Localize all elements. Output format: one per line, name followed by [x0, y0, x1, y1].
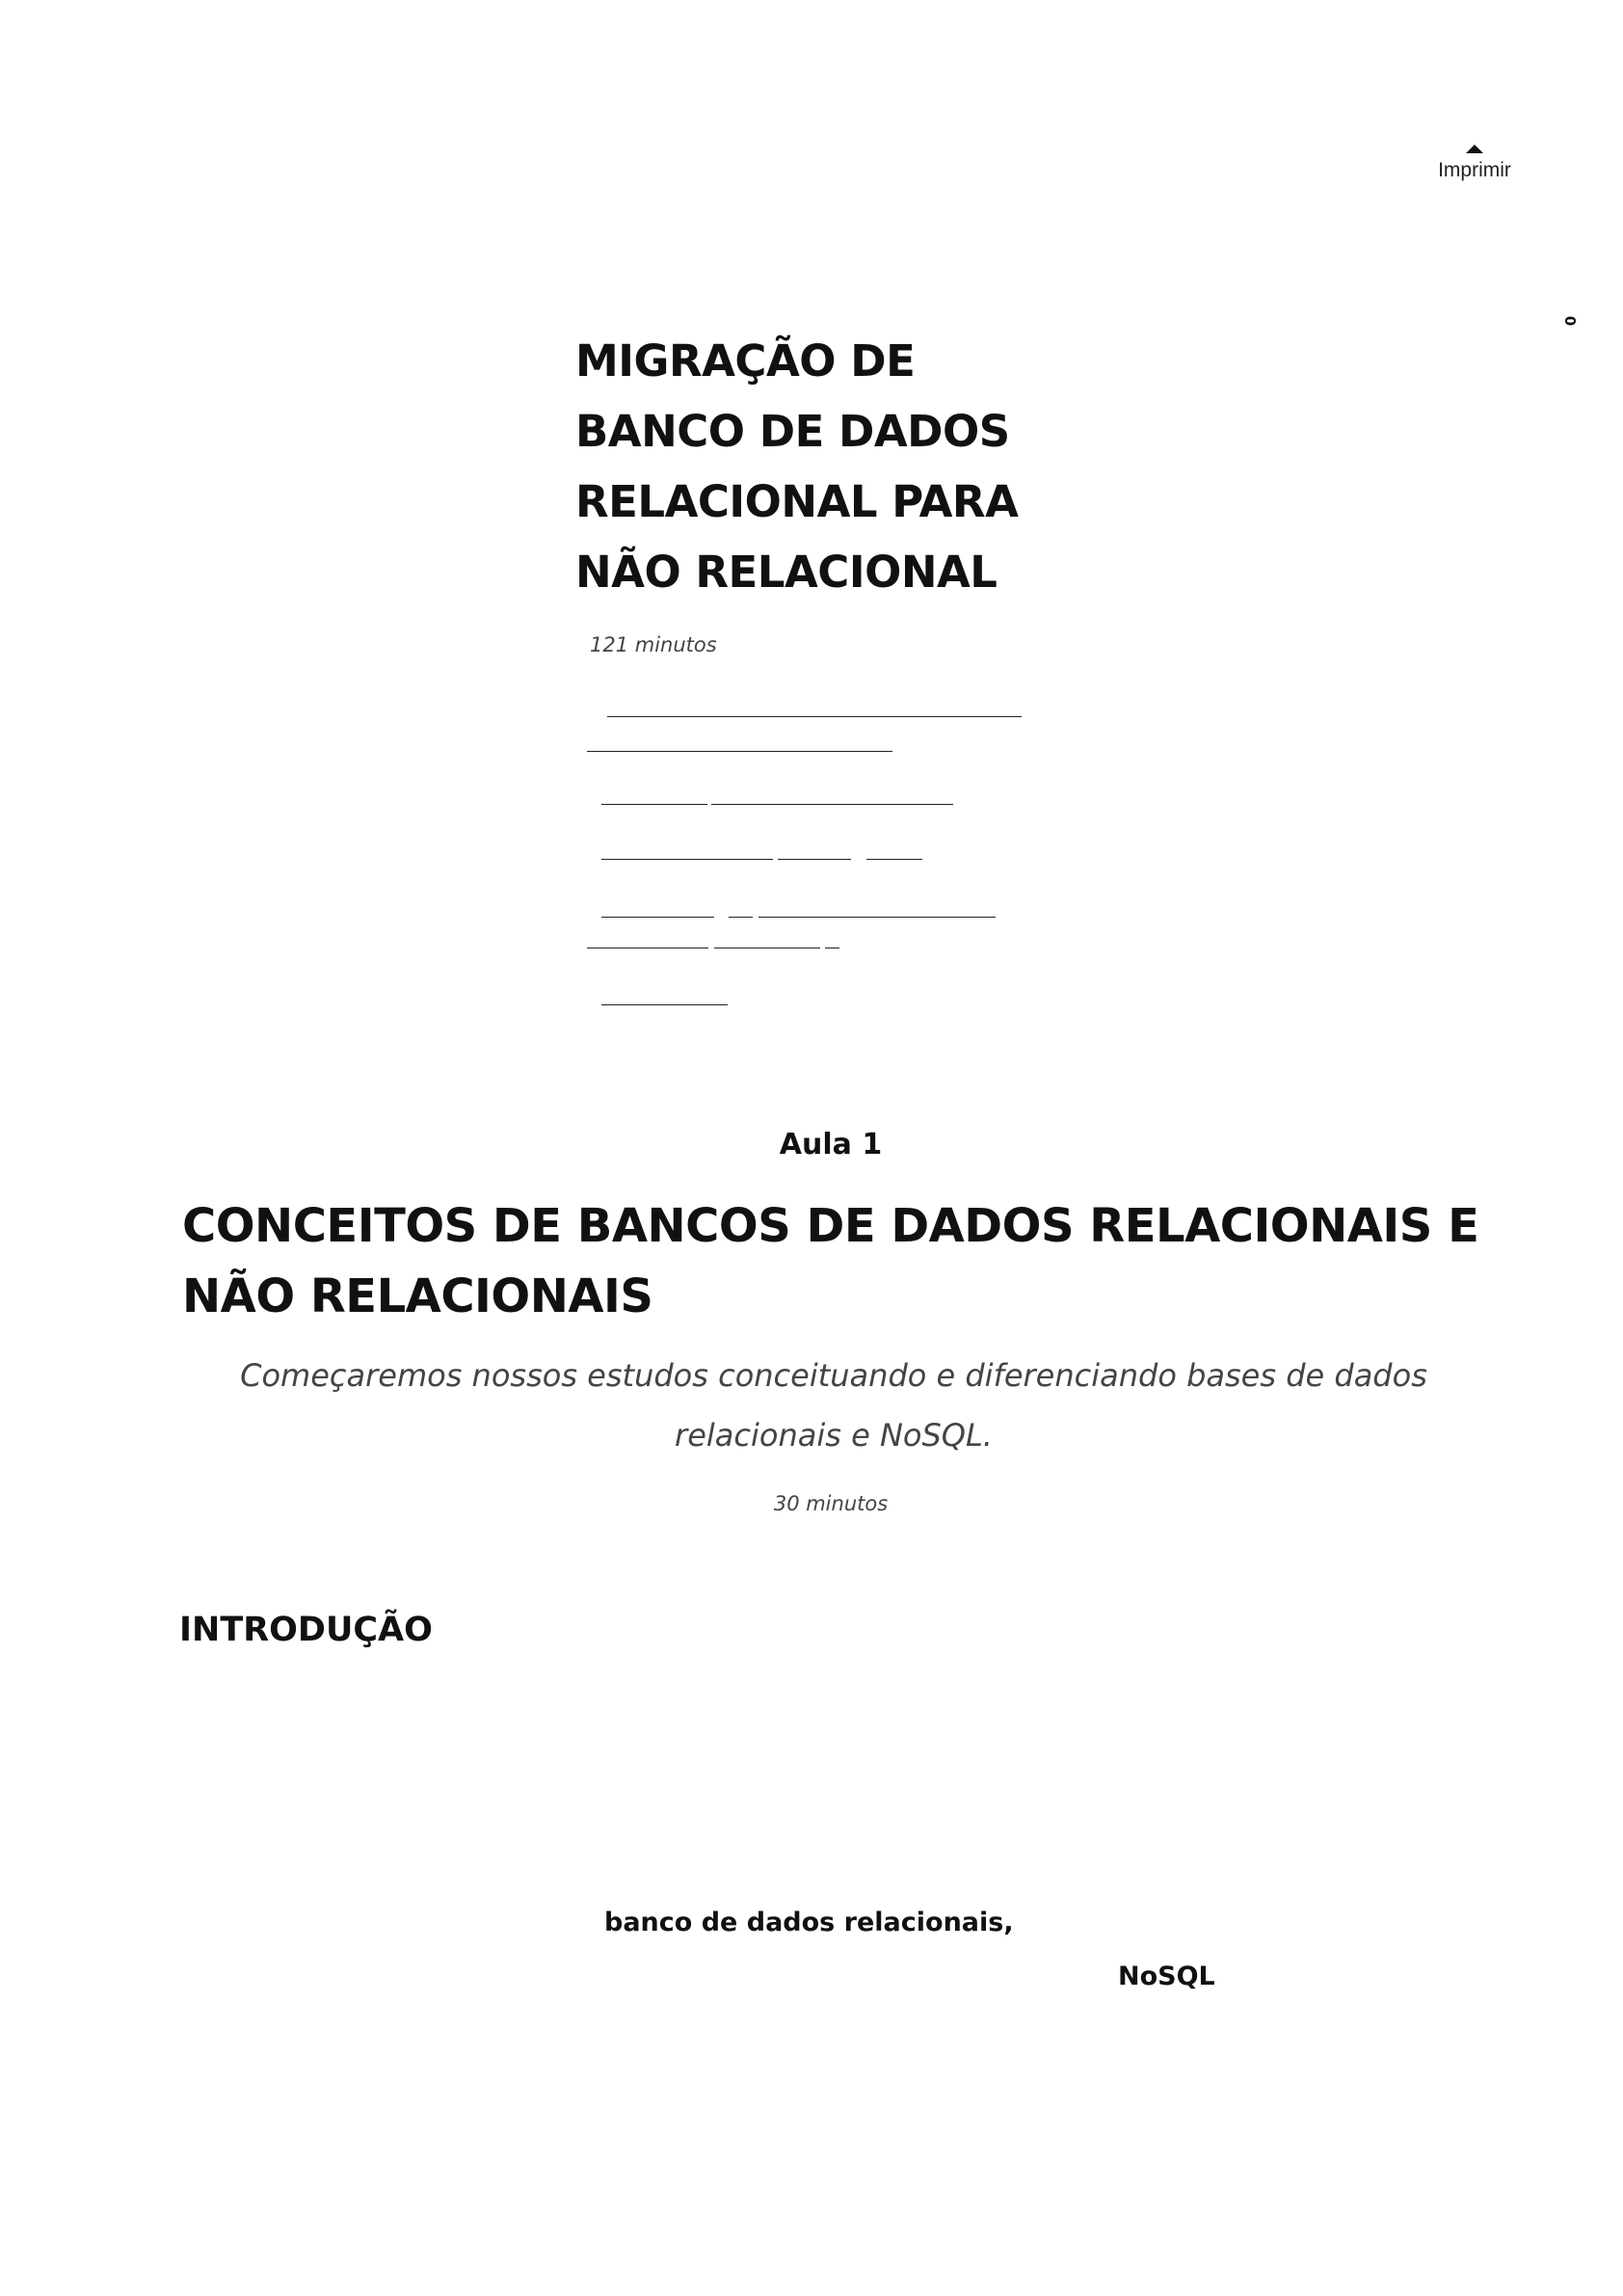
course-duration: 121 minutos: [590, 633, 717, 656]
toc-link[interactable]: [601, 1004, 728, 1005]
lesson-duration: 30 minutos: [773, 1492, 889, 1515]
intro-heading: INTRODUÇÃO: [179, 1611, 433, 1649]
lesson-title: CONCEITOS DE BANCOS DE DADOS RELACIONAIS E NÃO RELACIONAIS: [182, 1199, 1479, 1323]
toc-link[interactable]: [601, 804, 707, 805]
toc-link[interactable]: [587, 751, 892, 752]
toc-link[interactable]: [711, 804, 953, 805]
toc-link[interactable]: [729, 917, 753, 918]
toc-link[interactable]: [601, 859, 773, 860]
lesson-subtitle: Começaremos nossos estudos conceituando e diferenciando bases de dados relacionais e NoSQL.: [240, 1357, 1427, 1454]
caret-up-icon: [1466, 145, 1483, 153]
toc-link[interactable]: [866, 859, 922, 860]
toc-link[interactable]: [601, 917, 714, 918]
print-label: Imprimir: [1438, 159, 1511, 181]
lesson-number: Aula 1: [779, 1128, 883, 1161]
course-title: MIGRAÇÃO DE BANCO DE DADOS RELACIONAL PARA NÃO RELACIONAL: [575, 335, 1019, 598]
toc-link[interactable]: [778, 859, 851, 860]
toc-link[interactable]: [758, 917, 996, 918]
side-counter: 0: [1561, 315, 1580, 327]
bold-term-nosql: NoSQL: [1118, 1962, 1215, 1991]
toc-link[interactable]: [607, 716, 1022, 717]
bold-term-relational: banco de dados relacionais,: [604, 1908, 1014, 1937]
print-button[interactable]: [1426, 145, 1523, 182]
